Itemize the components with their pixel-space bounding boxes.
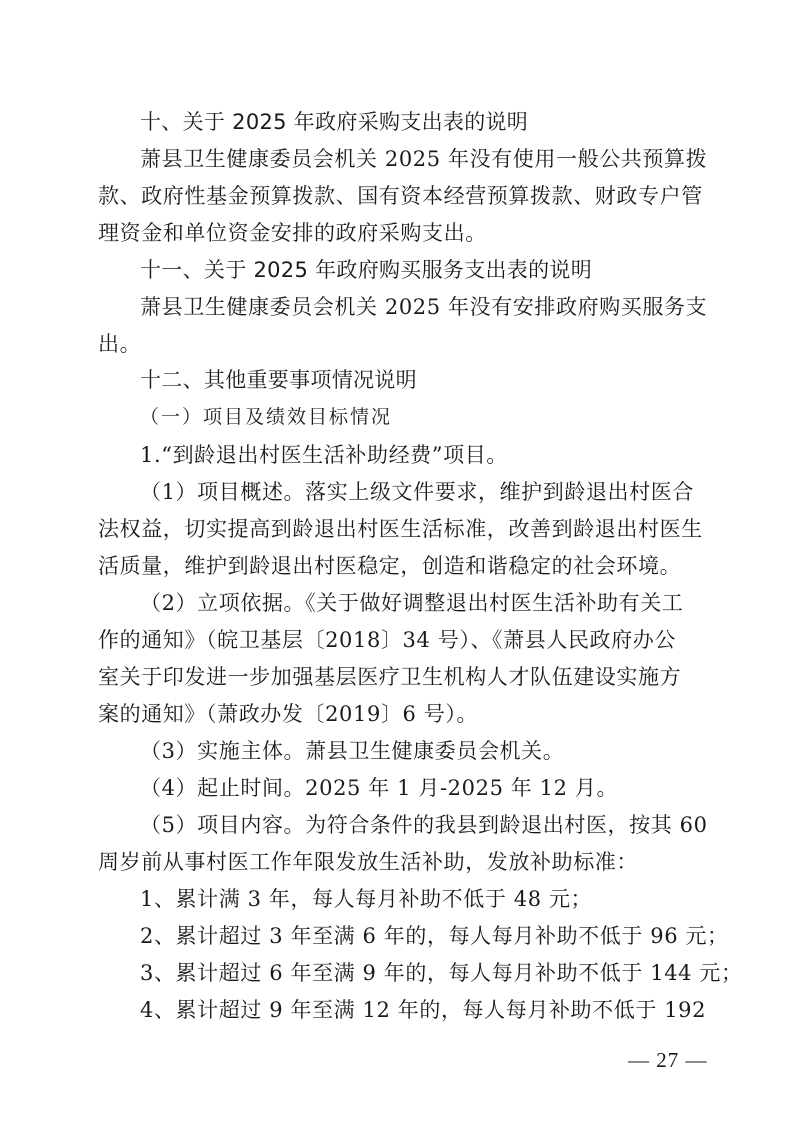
list-item: 4、累计超过 9 年至满 12 年的，每人每月补助不低于 192 [140,998,707,1022]
list-item: 3、累计超过 6 年至满 9 年的，每人每月补助不低于 144 元； [140,961,743,985]
paragraph-line: 作的通知》（皖卫基层〔2018〕34 号）、《萧县人民政府办公 [98,628,676,652]
paragraph-line: （2）立项依据。《关于做好调整退出村医生活补助有关工 [140,591,684,615]
paragraph-line: 法权益，切实提高到龄退出村医生活标准，改善到龄退出村医生 [98,517,703,541]
paragraph-line: （5）项目内容。为符合条件的我县到龄退出村医，按其 60 [140,813,708,837]
paragraph-line: 出。 [98,332,142,356]
paragraph-line: （3）实施主体。萧县卫生健康委员会机关。 [140,739,565,763]
paragraph-line: 室关于印发进一步加强基层医疗卫生机构人才队伍建设实施方 [98,665,682,689]
paragraph-line: 理资金和单位资金安排的政府采购支出。 [98,221,487,245]
paragraph-line: 案的通知》（萧政办发〔2019〕6 号）。 [98,702,479,726]
paragraph-line: （1）项目概述。落实上级文件要求，维护到龄退出村医合 [140,480,694,504]
paragraph-line: 活质量，维护到龄退出村医稳定，创造和谐稳定的社会环境。 [98,554,682,578]
section-heading-11: 十一、关于 2025 年政府购买服务支出表的说明 [140,258,592,282]
paragraph-line: 款、政府性基金预算拨款、国有资本经营预算拨款、财政专户管 [98,184,703,208]
paragraph-line: 周岁前从事村医工作年限发放生活补助，发放补助标准： [98,850,638,874]
subsection-heading: （一）项目及绩效目标情况 [140,406,393,428]
list-item: 1、累计满 3 年，每人每月补助不低于 48 元； [140,887,593,911]
paragraph-line: 萧县卫生健康委员会机关 2025 年没有使用一般公共预算拨 [140,147,708,171]
page-number: — 27 — [628,1048,708,1072]
paragraph-line: （4）起止时间。2025 年 1 月-2025 年 12 月。 [140,776,619,800]
section-heading-10: 十、关于 2025 年政府采购支出表的说明 [140,110,529,134]
list-item: 2、累计超过 3 年至满 6 年的，每人每月补助不低于 96 元； [140,924,729,948]
paragraph-line: 1.“到龄退出村医生活补助经费”项目。 [140,443,508,467]
paragraph-line: 萧县卫生健康委员会机关 2025 年没有安排政府购买服务支 [140,295,708,319]
section-heading-12: 十二、其他重要事项情况说明 [140,368,417,392]
